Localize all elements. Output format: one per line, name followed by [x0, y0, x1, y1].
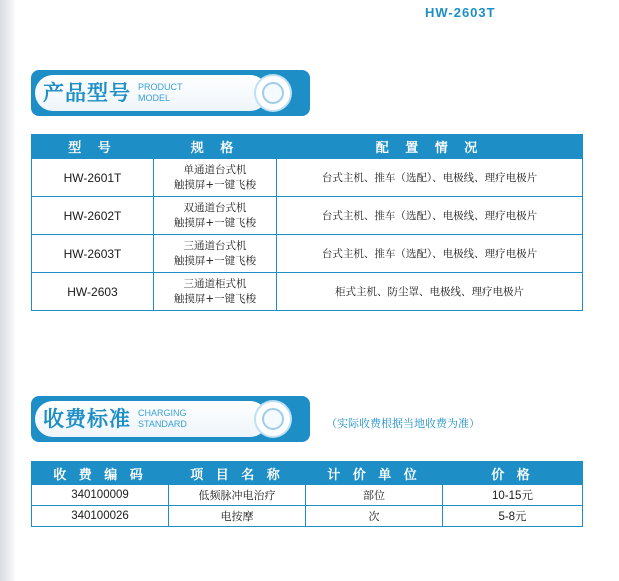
price-cell: 5-8元	[443, 506, 583, 527]
table-row	[32, 273, 583, 311]
product-section-title-en	[138, 82, 183, 104]
model-cell: HW-2603	[32, 273, 154, 311]
column-header-config: 配 置 情 况	[277, 135, 583, 159]
model-cell: HW-2602T	[32, 197, 154, 235]
spec-cell	[154, 197, 277, 235]
config-cell: 柜式主机、防尘罩、电极线、理疗电极片	[277, 273, 583, 311]
model-cell: HW-2601T	[32, 159, 154, 197]
fee-section-title-en	[138, 408, 187, 430]
title-en-line2: MODEL	[138, 93, 171, 103]
config-cell: 台式主机、推车（选配）、电极线、理疗电极片	[277, 197, 583, 235]
spec-line: 单通道台式机	[183, 163, 247, 176]
price-cell: 10-15元	[443, 485, 583, 506]
spec-line: 三通道柜式机	[183, 277, 247, 290]
spec-line: 触摸屏+一键飞梭	[173, 292, 257, 305]
product-section-title: 产品型号	[43, 81, 131, 105]
column-header-code: 收 费 编 码	[32, 462, 169, 485]
unit-cell: 部位	[306, 485, 443, 506]
spec-cell	[154, 273, 277, 311]
model-code-heading: HW-2603T	[425, 5, 496, 20]
item-cell: 低频脉冲电治疗	[169, 485, 306, 506]
column-header-price: 价 格	[443, 462, 583, 485]
spec-cell	[154, 159, 277, 197]
product-model-table	[31, 134, 583, 311]
spec-line: 双通道台式机	[183, 201, 247, 214]
column-header-unit: 计 价 单 位	[306, 462, 443, 485]
ring-icon	[256, 402, 290, 436]
item-cell: 电按摩	[169, 506, 306, 527]
spec-line: 触摸屏+一键飞梭	[173, 216, 257, 229]
table-row	[32, 197, 583, 235]
charging-standard-table	[31, 461, 583, 527]
config-cell: 台式主机、推车（选配）、电极线、理疗电极片	[277, 159, 583, 197]
fee-section-title: 收费标准	[43, 407, 131, 431]
column-header-spec: 规 格	[154, 135, 277, 159]
table-row	[32, 485, 583, 506]
config-cell: 台式主机、推车（选配）、电极线、理疗电极片	[277, 235, 583, 273]
title-en-line2: STANDARD	[138, 419, 187, 429]
spec-cell	[154, 235, 277, 273]
left-page-shadow	[0, 0, 16, 581]
fee-section-header	[31, 396, 310, 442]
ring-icon	[256, 76, 290, 110]
table-row	[32, 506, 583, 527]
column-header-model: 型 号	[32, 135, 154, 159]
table-row	[32, 235, 583, 273]
title-en-line1: CHARGING	[138, 408, 187, 418]
spec-line: 三通道台式机	[183, 239, 247, 252]
spec-line: 触摸屏+一键飞梭	[173, 178, 257, 191]
table-header-row	[32, 462, 583, 485]
table-row	[32, 159, 583, 197]
model-cell: HW-2603T	[32, 235, 154, 273]
column-header-item: 项 目 名 称	[169, 462, 306, 485]
unit-cell: 次	[306, 506, 443, 527]
code-cell: 340100026	[32, 506, 169, 527]
code-cell: 340100009	[32, 485, 169, 506]
table-header-row	[32, 135, 583, 159]
spec-line: 触摸屏+一键飞梭	[173, 254, 257, 267]
product-section-header	[31, 70, 310, 116]
fee-note: （实际收费根据当地收费为准）	[326, 417, 480, 430]
title-en-line1: PRODUCT	[138, 82, 183, 92]
